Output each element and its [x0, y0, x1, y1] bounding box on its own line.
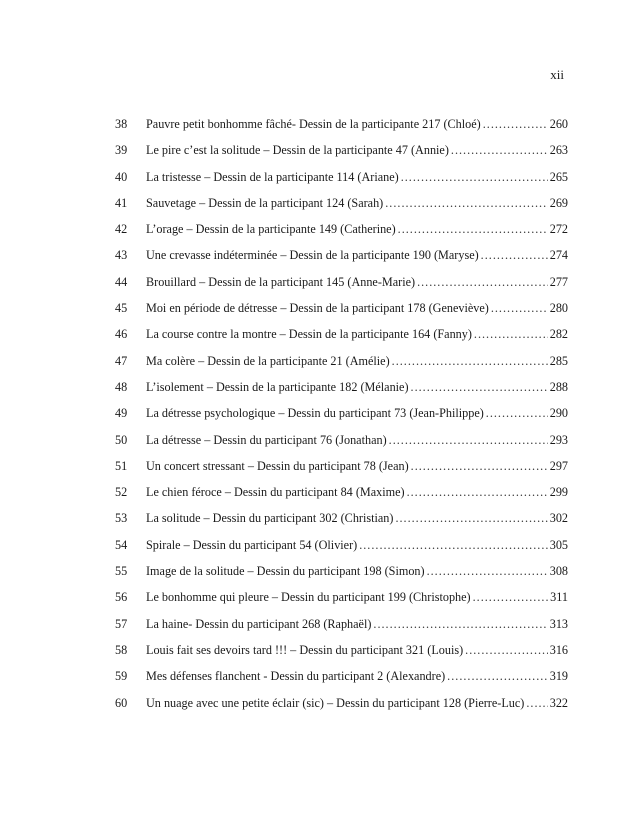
dot-leader [473, 584, 549, 610]
entry-number: 51 [115, 458, 128, 473]
entry-page: 277 [549, 274, 568, 289]
entry-line [146, 242, 568, 268]
toc-entry [0, 611, 638, 637]
toc-entry [0, 427, 638, 453]
entry-line [146, 584, 568, 610]
toc-entry [0, 295, 638, 321]
dot-leader [401, 164, 548, 190]
dot-leader [465, 637, 548, 663]
toc-entry [0, 374, 638, 400]
entry-line [146, 295, 568, 321]
entry-number: 39 [115, 143, 128, 158]
entry-title: Louis fait ses devoirs tard !!! – Dessin du participant 321 (Louis) [146, 642, 464, 657]
entry-title: Pauvre petit bonhomme fâché- Dessin de la participante 217 (Chloé) [146, 117, 481, 131]
entry-number: 52 [115, 485, 128, 500]
toc-entry [0, 532, 638, 558]
dot-leader [385, 190, 547, 216]
entry-line [146, 348, 568, 374]
entry-page: 297 [549, 458, 568, 473]
entry-line [146, 532, 568, 558]
entry-number: 42 [115, 222, 128, 237]
entry-page: 274 [549, 248, 568, 263]
entry-number: 55 [115, 564, 128, 579]
toc-entry [0, 453, 638, 479]
entry-title: Un concert stressant – Dessin du participant 78 (Jean) [146, 458, 409, 473]
table-of-figures [0, 111, 638, 716]
toc-entry [0, 216, 638, 242]
entry-number: 59 [115, 669, 128, 684]
toc-entry [0, 137, 638, 163]
entry-title: Sauvetage – Dessin de la participant 124 (Sarah) [146, 195, 384, 210]
toc-entry [0, 479, 638, 505]
toc-entry [0, 348, 638, 374]
toc-entry [0, 242, 638, 268]
entry-title: L’isolement – Dessin de la participante 182 (Mélanie) [146, 379, 409, 394]
entry-page: 269 [549, 195, 568, 210]
entry-line [146, 479, 568, 505]
entry-page: 311 [550, 590, 568, 605]
entry-number: 43 [115, 248, 128, 263]
entry-line [146, 453, 568, 479]
entry-title: La détresse psychologique – Dessin du participant 73 (Jean-Philippe) [146, 406, 484, 421]
entry-line [146, 374, 568, 400]
entry-number: 47 [115, 353, 128, 368]
entry-line [146, 505, 568, 531]
entry-line [146, 269, 568, 295]
entry-title: Moi en période de détresse – Dessin de la participant 178 (Geneviève) [146, 301, 489, 316]
entry-number: 45 [115, 301, 128, 316]
toc-entry [0, 111, 638, 137]
entry-title: Image de la solitude – Dessin du participant 198 (Simon) [146, 564, 425, 579]
entry-line [146, 637, 568, 663]
entry-page: 265 [549, 169, 568, 184]
entry-page: 319 [549, 669, 568, 684]
toc-entry [0, 663, 638, 689]
entry-line [146, 190, 568, 216]
entry-line [146, 111, 568, 137]
dot-leader [417, 269, 548, 295]
entry-number: 53 [115, 511, 128, 526]
entry-line [146, 137, 568, 163]
entry-number: 60 [115, 695, 128, 710]
entry-title: Une crevasse indéterminée – Dessin de la participante 190 (Maryse) [146, 248, 479, 263]
entry-line [146, 690, 568, 716]
toc-entry [0, 505, 638, 531]
entry-line [146, 663, 568, 689]
dot-leader [395, 505, 547, 531]
entry-page: 272 [549, 222, 568, 237]
entry-number: 48 [115, 379, 128, 394]
entry-title: Le chien féroce – Dessin du participant 84 (Maxime) [146, 485, 405, 500]
entry-page: 263 [549, 143, 568, 158]
dot-leader [427, 558, 548, 584]
entry-title: Le pire c’est la solitude – Dessin de la participante 47 (Annie) [146, 143, 449, 158]
entry-line [146, 400, 568, 426]
entry-number: 41 [115, 195, 128, 210]
entry-line [146, 164, 568, 190]
toc-entry [0, 558, 638, 584]
dot-leader [389, 427, 548, 453]
toc-entry [0, 584, 638, 610]
entry-title: La course contre la montre – Dessin de la participante 164 (Fanny) [146, 327, 472, 342]
entry-page: 299 [549, 485, 568, 500]
entry-title: Spirale – Dessin du participant 54 (Olivier) [146, 537, 358, 552]
entry-page: 302 [549, 511, 568, 526]
dot-leader [407, 479, 548, 505]
dot-leader [447, 663, 548, 689]
entry-page: 280 [549, 301, 568, 316]
dot-leader [411, 453, 548, 479]
toc-entry [0, 321, 638, 347]
page-number: xii [550, 67, 564, 82]
toc-entry [0, 269, 638, 295]
dot-leader [483, 111, 548, 137]
entry-page: 313 [549, 616, 568, 631]
entry-title: Mes défenses flanchent - Dessin du participant 2 (Alexandre) [146, 669, 446, 684]
entry-number: 58 [115, 642, 128, 657]
entry-title: La solitude – Dessin du participant 302 (Christian) [146, 511, 394, 526]
toc-entry [0, 190, 638, 216]
entry-number: 40 [115, 169, 128, 184]
dot-leader [411, 374, 548, 400]
entry-number: 49 [115, 406, 128, 421]
entry-line [146, 611, 568, 637]
dot-leader [451, 137, 548, 163]
toc-entry [0, 690, 638, 716]
entry-page: 316 [549, 642, 568, 657]
dot-leader [526, 690, 547, 716]
toc-entry [0, 164, 638, 190]
dot-leader [373, 611, 547, 637]
toc-entry [0, 400, 638, 426]
entry-page: 322 [549, 695, 568, 710]
entry-number: 46 [115, 327, 128, 342]
entry-title: Le bonhomme qui pleure – Dessin du participant 199 (Christophe) [146, 590, 471, 605]
dot-leader [359, 532, 548, 558]
entry-number: 44 [115, 274, 128, 289]
toc-entry [0, 637, 638, 663]
entry-title: La détresse – Dessin du participant 76 (Jonathan) [146, 432, 387, 447]
dot-leader [481, 242, 548, 268]
dot-leader [474, 321, 548, 347]
dot-leader [392, 348, 548, 374]
entry-page: 308 [549, 564, 568, 579]
entry-title: Brouillard – Dessin de la participant 145 (Anne-Marie) [146, 274, 416, 289]
dot-leader [398, 216, 548, 242]
entry-page: 282 [549, 327, 568, 342]
entry-page: 288 [549, 379, 568, 394]
entry-title: Ma colère – Dessin de la participante 21 (Amélie) [146, 353, 390, 368]
entry-number: 56 [115, 590, 128, 605]
entry-page: 285 [549, 353, 568, 368]
entry-number: 54 [115, 537, 128, 552]
entry-line [146, 427, 568, 453]
entry-title: La haine- Dessin du participant 268 (Raphaël) [146, 616, 372, 631]
dot-leader [491, 295, 548, 321]
entry-line [146, 216, 568, 242]
entry-title: L’orage – Dessin de la participante 149 (Catherine) [146, 222, 396, 237]
entry-page: 293 [549, 432, 568, 447]
entry-number: 50 [115, 432, 128, 447]
entry-line [146, 321, 568, 347]
entry-page: 260 [549, 117, 568, 131]
entry-page: 305 [549, 537, 568, 552]
entry-number: 57 [115, 616, 128, 631]
entry-title: La tristesse – Dessin de la participante 114 (Ariane) [146, 169, 399, 184]
entry-page: 290 [549, 406, 568, 421]
entry-title: Un nuage avec une petite éclair (sic) – Dessin du participant 128 (Pierre-Luc) [146, 695, 525, 710]
entry-number: 38 [115, 117, 128, 131]
entry-line [146, 558, 568, 584]
dot-leader [486, 400, 548, 426]
